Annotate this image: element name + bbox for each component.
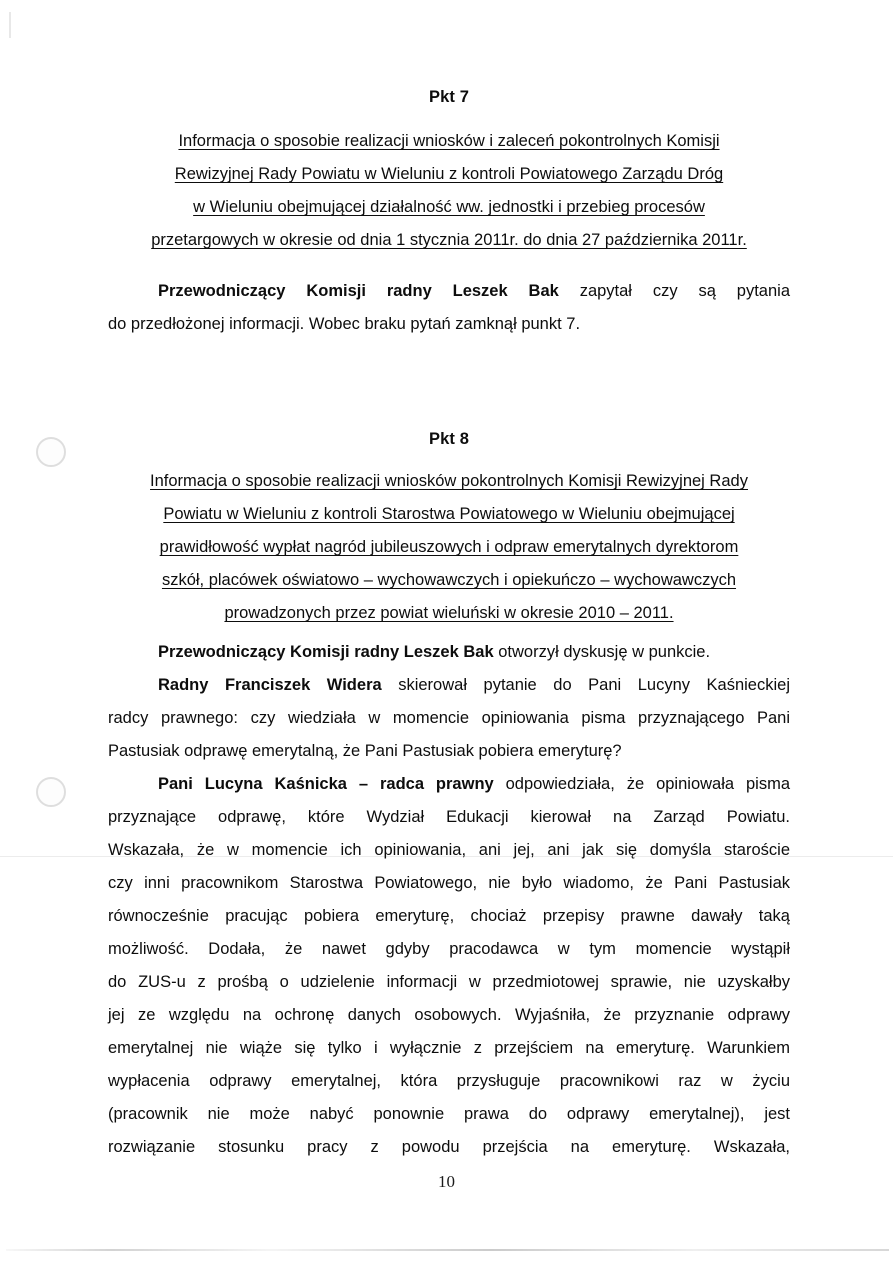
section-8-heading (108, 465, 790, 630)
paragraph-8-3-line-2: przyznające odprawę, które Wydział Edukacji kierował na Zarząd Powiatu. (108, 808, 790, 826)
section-7-heading-line-4: przetargowych w okresie od dnia 1 stycznia 2011r. do dnia 27 października 2011r. (151, 231, 747, 249)
section-7-heading-line-2: Rewizyjnej Rady Powiatu w Wieluniu z kontroli Powiatowego Zarządu Dróg (174, 165, 724, 183)
section-7-paragraph (108, 275, 790, 341)
page-number: 10 (438, 1172, 455, 1191)
paragraph-8-3-line-4: czy inni pracownikom Starostwa Powiatowego, nie było wiadomo, że Pani Pastusiak (108, 874, 790, 892)
section-8-title: Pkt 8 (429, 430, 469, 448)
paragraph-7-1-line-1-rest: zapytał czy są pytania (558, 282, 790, 300)
section-7-title-wrap (108, 86, 790, 108)
paragraph-7-1 (108, 275, 790, 341)
paragraph-8-3 (108, 768, 790, 1164)
paragraph-8-3-line-12: rozwiązanie stosunku pracy z powodu przejścia na emeryturę. Wskazała, (108, 1138, 790, 1156)
paragraph-8-2-line-1 (108, 669, 790, 702)
section-8-heading-line-2: Powiatu w Wieluniu z kontroli Starostwa Powiatowego w Wieluniu obejmującej (163, 505, 735, 523)
hole-punch-mark-top (36, 437, 66, 467)
section-8-body (108, 636, 790, 1164)
speaker-name-leszek-bak-1: Przewodniczący Komisji radny Leszek Bak (158, 282, 559, 300)
paragraph-8-3-line-5: równocześnie pracując pobiera emeryturę, chociaż przepisy prawne dawały taką (108, 907, 790, 925)
paragraph-7-1-line-1 (108, 275, 790, 308)
paragraph-8-1-line-1-rest: otworzył dyskusję w punkcie. (493, 643, 711, 661)
paragraph-8-1-line-1 (108, 636, 790, 669)
speaker-name-leszek-bak-2: Przewodniczący Komisji radny Leszek Bak (158, 643, 494, 661)
paragraph-8-3-line-10: wypłacenia odprawy emerytalnej, która przysługuje pracownikowi raz w życiu (108, 1072, 790, 1090)
section-8-heading-line-1: Informacja o sposobie realizacji wniosków pokontrolnych Komisji Rewizyjnej Rady (150, 472, 748, 490)
section-7-title: Pkt 7 (429, 88, 469, 106)
paragraph-8-3-line-7: do ZUS-u z prośbą o udzielenie informacji w przedmiotowej sprawie, nie uzyskałby (108, 973, 790, 991)
section-7-heading-line-3: w Wieluniu obejmującej działalność ww. jednostki i przebieg procesów (193, 198, 705, 216)
paragraph-8-3-line-9: emerytalnej nie wiąże się tylko i wyłącznie z przejściem na emeryturę. Warunkiem (108, 1039, 790, 1057)
paragraph-8-3-line-1-rest: odpowiedziała, że opiniowała pisma (493, 775, 790, 793)
scan-bottom-edge-artifact (6, 1249, 889, 1251)
paragraph-8-3-line-8: jej ze względu na ochronę danych osobowych. Wyjaśniła, że przyznanie odprawy (108, 1006, 790, 1024)
paragraph-8-2-line-2: radcy prawnego: czy wiedziała w momencie opiniowania pisma przyznającego Pani (108, 709, 790, 727)
paragraph-8-3-line-11: (pracownik nie może nabyć ponownie prawa do odprawy emerytalnej), jest (108, 1105, 790, 1123)
section-8-heading-line-3: prawidłowość wypłat nagród jubileuszowych i odpraw emerytalnych dyrektorom (159, 538, 739, 556)
paragraph-8-3-line-6: możliwość. Dodała, że nawet gdyby pracodawca w tym momencie wystąpił (108, 940, 790, 958)
paragraph-8-2 (108, 669, 790, 768)
hole-punch-mark-bottom (36, 777, 66, 807)
paragraph-8-3-line-1 (108, 768, 790, 801)
paragraph-7-1-line-2: do przedłożonej informacji. Wobec braku pytań zamknął punkt 7. (108, 315, 581, 333)
scan-streak-artifact (9, 12, 11, 38)
speaker-name-franciszek-widera: Radny Franciszek Widera (158, 676, 382, 694)
speaker-name-lucyna-kasnicka: Pani Lucyna Kaśnicka – radca prawny (158, 775, 494, 793)
paragraph-8-3-line-3: Wskazała, że w momencie ich opiniowania, ani jej, ani jak się domyśla staroście (108, 841, 790, 859)
paragraph-8-2-line-3: Pastusiak odprawę emerytalną, że Pani Pastusiak pobiera emeryturę? (108, 742, 622, 760)
section-8-heading-line-5: prowadzonych przez powiat wieluński w okresie 2010 – 2011. (224, 604, 674, 622)
section-8-title-wrap (108, 428, 790, 450)
section-7-heading (108, 125, 790, 257)
section-7-heading-line-1: Informacja o sposobie realizacji wniosków i zaleceń pokontrolnych Komisji (178, 132, 720, 150)
paragraph-8-2-line-1-rest: skierował pytanie do Pani Lucyny Kaśnieckiej (381, 676, 790, 694)
section-8-heading-line-4: szkół, placówek oświatowo – wychowawczych i opiekuńczo – wychowawczych (161, 571, 737, 589)
paragraph-8-1 (108, 636, 790, 669)
